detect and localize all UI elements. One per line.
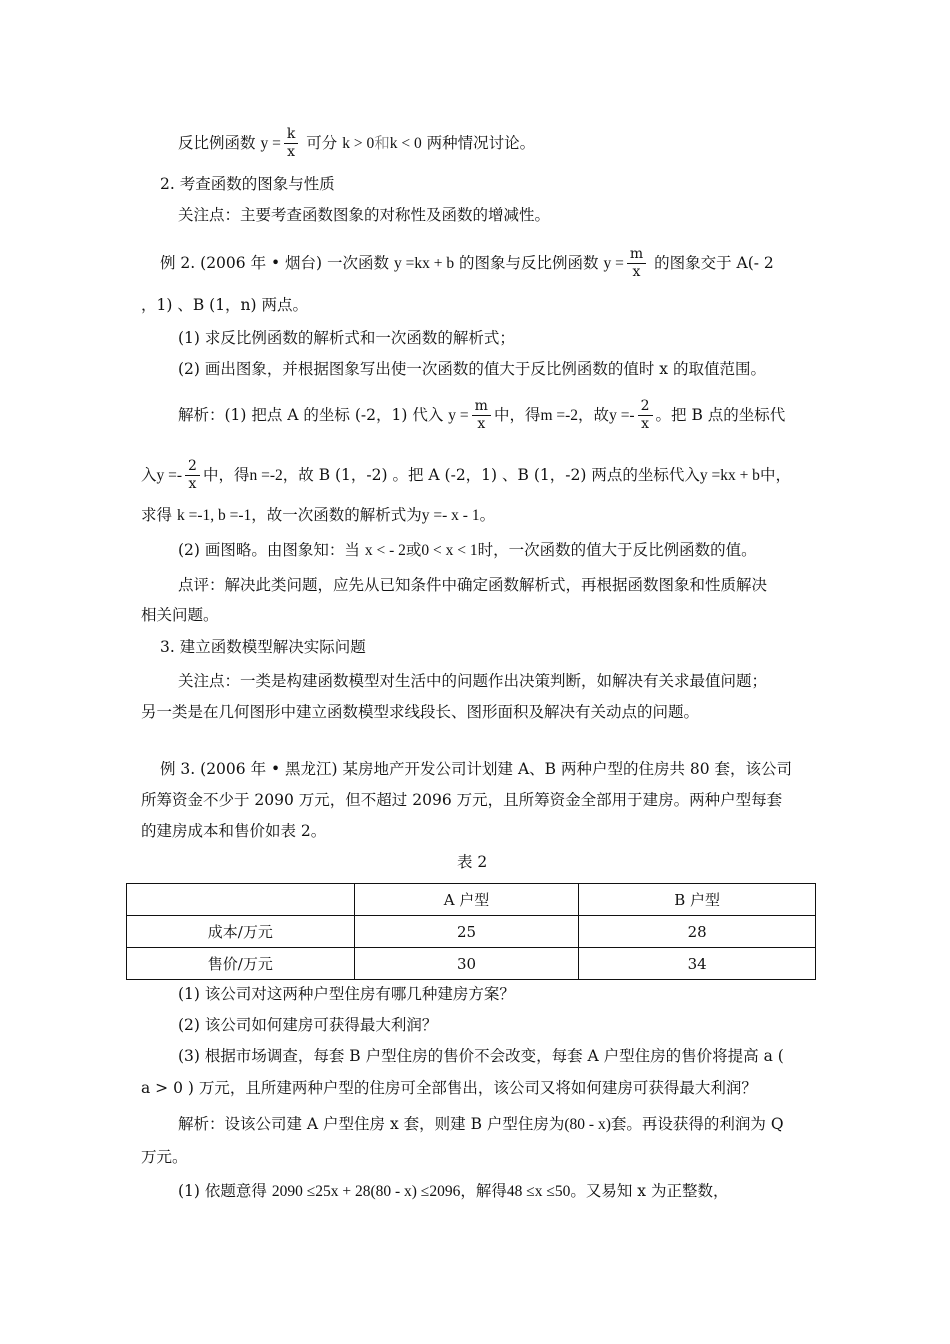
paragraph-line: 的建房成本和售价如表 2。 — [141, 822, 327, 840]
table-cell: 成本/万元 — [127, 916, 355, 948]
paragraph-line: (1) 该公司对这两种户型住房有哪几种建房方案？ — [178, 985, 515, 1003]
math: y =kx + b — [393, 255, 455, 273]
paragraph-line: 例 3. (2006 年 • 黑龙江) 某房地产开发公司计划建 A、B 两种户型的住房共 80 套，该公司 — [160, 760, 793, 778]
paragraph-line: (2) 该公司如何建房可获得最大利润？ — [178, 1016, 438, 1034]
text: 可分 — [306, 134, 338, 153]
paragraph-line: (2) 画图略。由图象知：当 x < - 2或0 < x < 1时，一次函数的值大于反比例函数的值。 — [178, 541, 757, 559]
table-row — [127, 916, 816, 948]
paragraph-line: 关注点：一类是构建函数模型对生活中的问题作出决策判断，如解决有关求最值问题； — [178, 672, 768, 690]
cost-price-table — [126, 883, 816, 980]
paragraph-line: (3) 根据市场调查，每套 B 户型住房的售价不会改变，每套 A 户型住房的售价将提高 a ( — [178, 1047, 784, 1065]
fraction: $\frac{m}{x}$ — [627, 247, 646, 279]
paragraph-line — [178, 128, 535, 160]
table-cell: 30 — [354, 948, 579, 980]
paragraph-line: (2) 画出图象，并根据图象写出使一次函数的值大于反比例函数的值时 x 的取值范围。 — [178, 360, 766, 378]
paragraph-line: 入y =- $\frac{2}{x}$ 中，得n =-2，故 B (1，-2) 。把 A (-2，1) 、B (1，-2) 两点的坐标代入y =kx + b中， — [141, 458, 791, 492]
paragraph-line: 点评：解决此类问题，应先从已知条件中确定函数解析式，再根据函数图象和性质解决 — [178, 576, 768, 594]
math: y = — [603, 255, 624, 273]
paragraph-line: 相关问题。 — [141, 606, 219, 624]
paragraph-line: 解析：(1) 把点 A 的坐标 (-2，1) 代入 y = $\frac{m}{x}$ 中，得m =-2，故y =- $\frac{2}{x}$ 。把 B 点的坐标代 — [178, 398, 786, 432]
paragraph-line: 所筹资金不少于 2090 万元，但不超过 2096 万元，且所筹资金全部用于建房。两种户型每套 — [141, 791, 783, 809]
paragraph-line: (1) 求反比例函数的解析式和一次函数的解析式； — [178, 329, 515, 347]
paragraph-line: (1) 依题意得 2090 ≤25x + 28(80 - x) ≤2096，解得48 ≤x ≤50。又易知 x 为正整数， — [178, 1182, 729, 1200]
paragraph-line: 例 2. (2006 年 • 烟台) 一次函数 y =kx + b 的图象与反比例函数 y = $\frac{m}{x}$ 的图象交于 A(- 2 — [160, 246, 774, 280]
text: 和 — [374, 134, 390, 153]
text: 反比例函数 — [178, 134, 256, 153]
paragraph-line: a > 0 ) 万元，且所建两种户型的住房可全部售出，该公司又将如何建房可获得最大利润？ — [141, 1079, 757, 1097]
table-cell — [127, 884, 355, 916]
paragraph-line: ，1) 、B (1，n) 两点。 — [141, 296, 309, 314]
table-cell: A 户型 — [354, 884, 579, 916]
table-cell: 售价/万元 — [127, 948, 355, 980]
math: k > 0 — [342, 135, 375, 153]
table-cell: 25 — [354, 916, 579, 948]
paragraph-line: 万元。 — [141, 1148, 188, 1166]
table-cell: 34 — [579, 948, 816, 980]
section-title: 2. 考查函数的图象与性质 — [160, 175, 335, 193]
table-caption: 表 2 — [457, 853, 488, 871]
table-header-row — [127, 884, 816, 916]
section-title: 3. 建立函数模型解决实际问题 — [160, 638, 366, 656]
fraction: $\frac{2}{x}$ — [638, 399, 653, 431]
fraction: $\frac{m}{x}$ — [472, 399, 491, 431]
fraction: $\frac{k}{x}$ — [284, 127, 298, 159]
math: k < 0 — [389, 135, 422, 153]
table-row — [127, 948, 816, 980]
text: 两种情况讨论。 — [426, 134, 536, 153]
math: y = — [260, 135, 281, 153]
table-cell: 28 — [579, 916, 816, 948]
paragraph-line: 关注点：主要考查函数图象的对称性及函数的增减性。 — [178, 206, 551, 224]
paragraph-line: 另一类是在几何图形中建立函数模型求线段长、图形面积及解决有关动点的问题。 — [141, 703, 700, 721]
table-cell: B 户型 — [579, 884, 816, 916]
paragraph-line: 求得 k =-1, b =-1，故一次函数的解析式为y =- x - 1。 — [141, 506, 496, 524]
paragraph-line: 解析：设该公司建 A 户型住房 x 套，则建 B 户型住房为(80 - x)套。再设获得的利润为 Q — [178, 1115, 784, 1133]
fraction: $\frac{2}{x}$ — [185, 459, 200, 491]
